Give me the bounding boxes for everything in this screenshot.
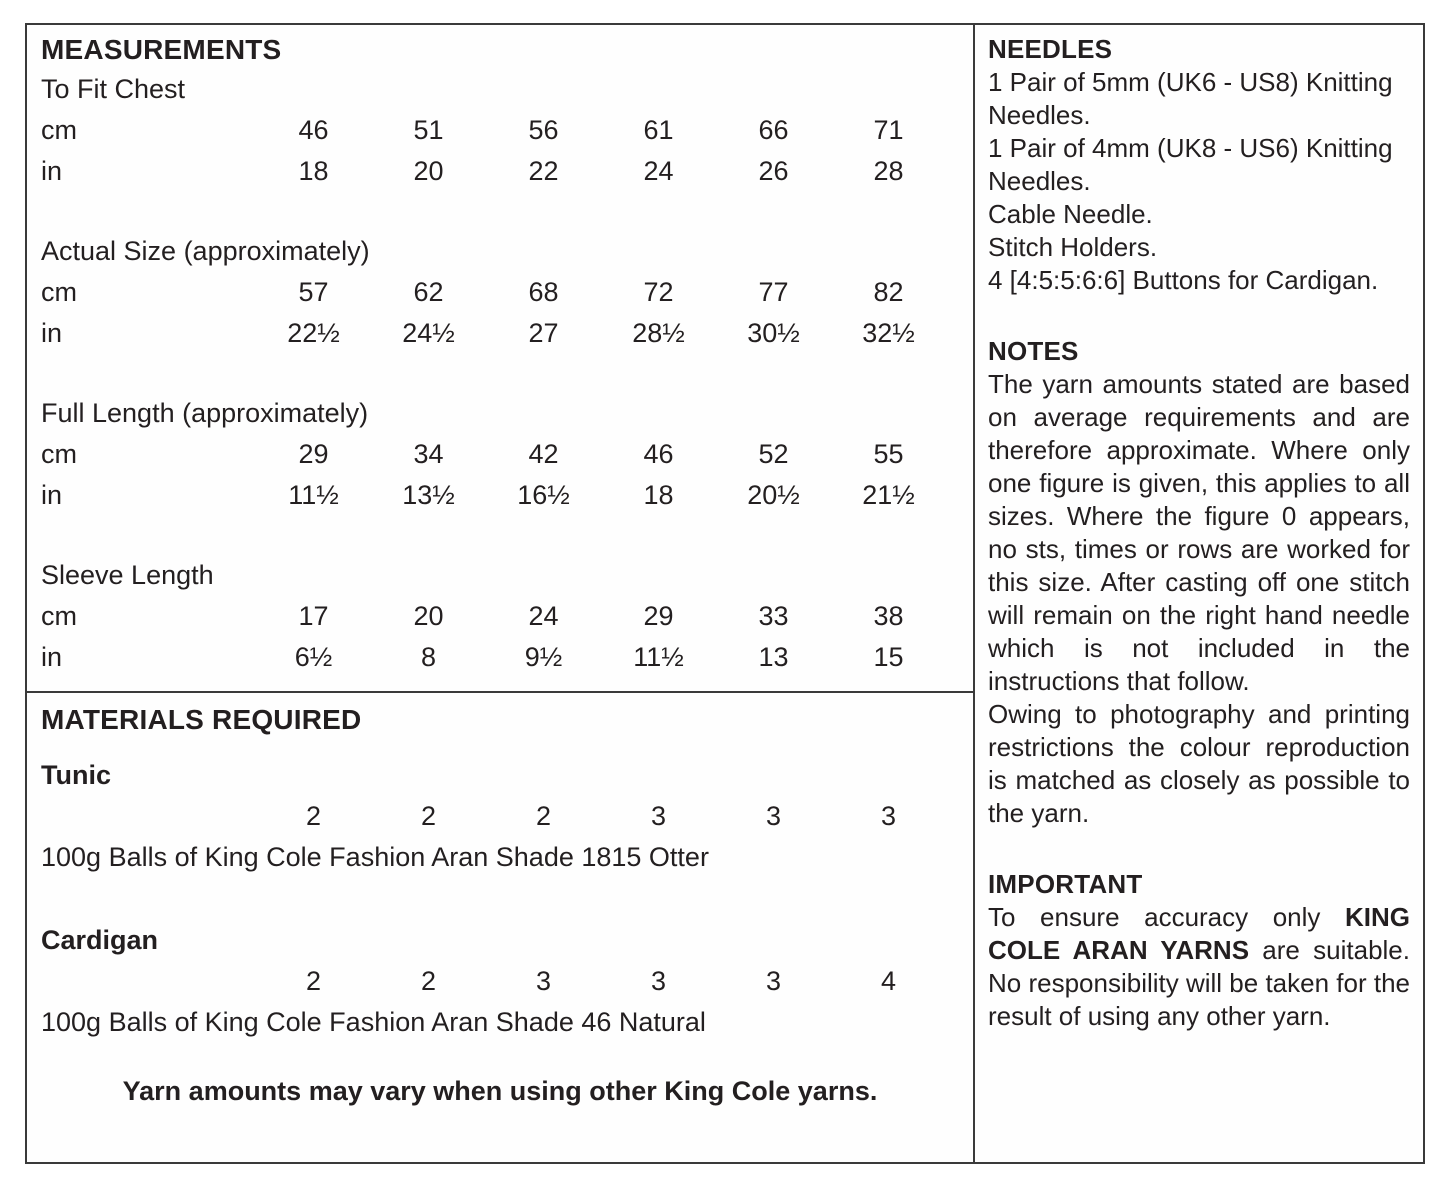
size-value: 11½ [288,480,339,510]
size-value: 22 [528,156,559,186]
ball-count-spacer [41,796,256,837]
unit-label: in [41,318,63,348]
size-value: 32½ [862,318,915,348]
size-value: 11½ [633,642,684,672]
size-section-label: Full Length (approximately) [41,398,369,428]
important-text-prefix: To ensure accuracy only [988,902,1345,932]
size-section-label: Actual Size (approximately) [41,236,370,266]
size-value: 18 [643,480,674,510]
size-section [41,69,959,192]
size-section [41,393,959,516]
ball-count: 3 [650,966,667,996]
measurement-row [41,110,959,151]
garment-name: Cardigan [41,925,159,955]
size-value: 68 [528,277,559,307]
measurements-panel [25,23,975,693]
size-value: 24 [643,156,674,186]
size-value: 62 [413,277,444,307]
size-value: 26 [758,156,789,186]
size-value: 29 [298,439,329,469]
yarn-description: 100g Balls of King Cole Fashion Aran Shade 46 Natural [41,1007,706,1037]
size-value: 61 [643,115,674,145]
measurement-row [41,434,959,475]
size-value: 33 [758,601,789,631]
size-value: 13 [758,642,789,672]
size-value: 17 [298,601,329,631]
ball-count: 3 [880,801,897,831]
notes-paragraph: The yarn amounts stated are based on average requirements and are therefore approximate. Where only one figure is given, this applies to all sizes. Where the figure 0 appears, no sts, times or rows are worked for this size. After casting off one stitch will remain on the right hand needle which is not included in the instructions that follow. [988,369,1410,696]
important-text-suffix: are suitable. No responsibility will be taken for the result of using any other yarn. [988,935,1410,1031]
size-value: 24½ [402,318,455,348]
size-value: 38 [873,601,904,631]
unit-label: cm [41,115,77,145]
needles-section [988,33,1410,297]
important-section [988,868,1410,1033]
materials-item [41,755,959,878]
size-value: 77 [758,277,789,307]
size-value: 20 [413,156,444,186]
unit-label: in [41,480,63,510]
measurement-row [41,313,959,354]
ball-count: 2 [420,801,437,831]
size-value: 24 [528,601,559,631]
materials-item [41,920,959,1043]
ball-count: 2 [305,801,322,831]
notes-title: NOTES [988,336,1079,366]
size-value: 9½ [524,642,563,672]
size-value: 66 [758,115,789,145]
ball-count: 2 [535,801,552,831]
size-section-label: Sleeve Length [41,560,214,590]
needles-list [988,66,1410,297]
notes-paragraph: Owing to photography and printing restrictions the colour reproduction is matched as closely as possible to the yarn. [988,699,1410,828]
size-section-label: To Fit Chest [41,74,186,104]
size-section [41,555,959,678]
ball-count-spacer [41,961,256,1002]
needles-line: 1 Pair of 5mm (UK6 - US8) Knitting Needles. [988,67,1393,130]
size-value: 51 [413,115,444,145]
size-value: 46 [643,439,674,469]
ball-count: 3 [765,966,782,996]
materials-title: MATERIALS REQUIRED [41,704,362,735]
materials-panel [25,691,975,1164]
important-text-emphasis: KING COLE ARAN YARNS [988,902,1410,965]
ball-count: 3 [535,966,552,996]
important-paragraph [988,901,1410,1033]
size-value: 6½ [294,642,333,672]
size-value: 55 [873,439,904,469]
unit-label: in [41,642,63,672]
needles-title: NEEDLES [988,34,1113,64]
size-value: 72 [643,277,674,307]
yarn-variation-note: Yarn amounts may vary when using other King Cole yarns. [122,1076,878,1106]
size-value: 46 [298,115,329,145]
measurement-row [41,151,959,192]
garment-name: Tunic [41,760,111,790]
size-value: 71 [873,115,904,145]
size-value: 20 [413,601,444,631]
needles-line: Cable Needle. [988,199,1153,229]
size-value: 15 [873,642,904,672]
size-value: 16½ [517,480,570,510]
needles-line: 4 [4:5:5:6:6] Buttons for Cardigan. [988,265,1379,295]
needles-line: Stitch Holders. [988,232,1158,262]
size-value: 21½ [862,480,915,510]
unit-label: cm [41,277,77,307]
size-value: 28 [873,156,904,186]
size-value: 34 [413,439,444,469]
size-value: 52 [758,439,789,469]
size-value: 8 [420,642,437,672]
ball-count: 4 [880,966,897,996]
needles-line: 1 Pair of 4mm (UK8 - US6) Knitting Needles. [988,133,1393,196]
ball-count-row [41,796,959,837]
ball-count: 2 [305,966,322,996]
materials-list [41,755,959,1043]
measurement-row [41,637,959,678]
ball-count: 2 [420,966,437,996]
measurement-row [41,596,959,637]
unit-label: in [41,156,63,186]
size-value: 42 [528,439,559,469]
right-column-panel [973,23,1425,1164]
measurement-row [41,475,959,516]
ball-count: 3 [765,801,782,831]
size-value: 30½ [747,318,800,348]
size-value: 82 [873,277,904,307]
size-value: 57 [298,277,329,307]
size-value: 28½ [632,318,685,348]
size-value: 18 [298,156,329,186]
ball-count-row [41,961,959,1002]
notes-section [988,335,1410,830]
measurements-title: MEASUREMENTS [41,34,282,65]
size-section [41,231,959,354]
notes-body [988,368,1410,830]
measurement-row [41,272,959,313]
size-value: 27 [528,318,559,348]
yarn-description: 100g Balls of King Cole Fashion Aran Shade 1815 Otter [41,842,709,872]
measurements-table [41,69,959,678]
unit-label: cm [41,439,77,469]
size-value: 22½ [287,318,340,348]
size-value: 13½ [402,480,455,510]
size-value: 29 [643,601,674,631]
unit-label: cm [41,601,77,631]
important-title: IMPORTANT [988,869,1143,899]
size-value: 20½ [747,480,800,510]
size-value: 56 [528,115,559,145]
ball-count: 3 [650,801,667,831]
